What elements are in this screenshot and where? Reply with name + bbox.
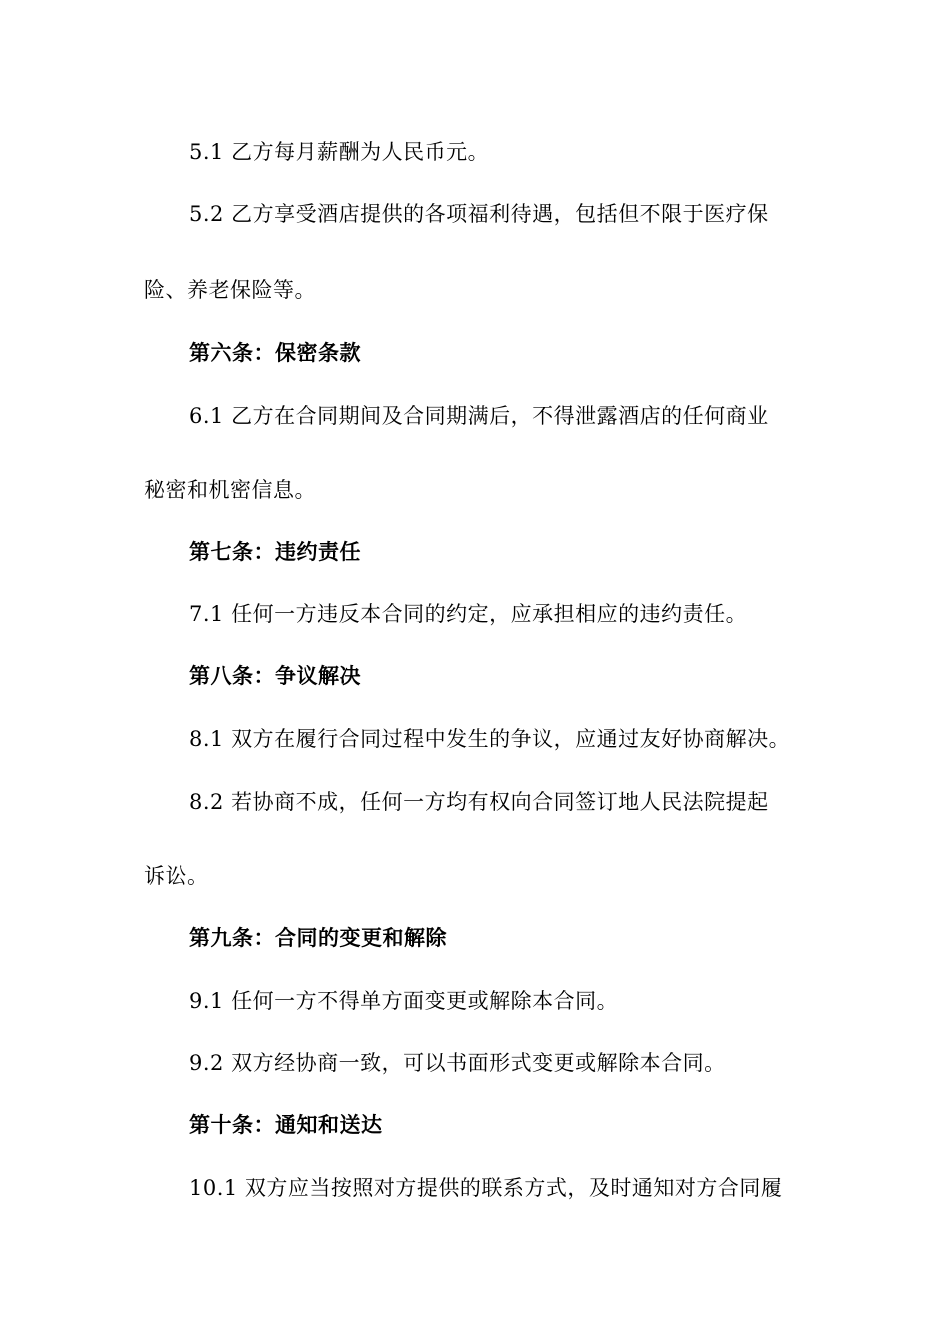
clause-9-2: 9.2 双方经协商一致，可以书面形式变更或解除本合同。 (189, 1051, 726, 1075)
clause-8-2-continued: 诉讼。 (144, 864, 209, 888)
article-7-heading: 第七条：违约责任 (189, 540, 361, 564)
clause-5-1: 5.1 乙方每月薪酬为人民币元。 (189, 140, 490, 164)
article-10-heading: 第十条：通知和送达 (189, 1113, 383, 1137)
article-6-heading: 第六条：保密条款 (189, 341, 361, 365)
clause-8-1: 8.1 双方在履行合同过程中发生的争议，应通过友好协商解决。 (189, 727, 791, 751)
clause-9-1: 9.1 任何一方不得单方面变更或解除本合同。 (189, 989, 619, 1013)
clause-5-2-continued: 险、养老保险等。 (144, 278, 316, 302)
article-8-heading: 第八条：争议解决 (189, 664, 361, 688)
clause-7-1: 7.1 任何一方违反本合同的约定，应承担相应的违约责任。 (189, 602, 748, 626)
article-9-heading: 第九条：合同的变更和解除 (189, 926, 447, 950)
clause-8-2: 8.2 若协商不成，任何一方均有权向合同签订地人民法院提起 (189, 790, 769, 814)
clause-5-2: 5.2 乙方享受酒店提供的各项福利待遇，包括但不限于医疗保 (189, 202, 769, 226)
clause-10-1: 10.1 双方应当按照对方提供的联系方式，及时通知对方合同履 (189, 1176, 783, 1200)
clause-6-1-continued: 秘密和机密信息。 (144, 478, 316, 502)
clause-6-1: 6.1 乙方在合同期间及合同期满后，不得泄露酒店的任何商业 (189, 404, 769, 428)
